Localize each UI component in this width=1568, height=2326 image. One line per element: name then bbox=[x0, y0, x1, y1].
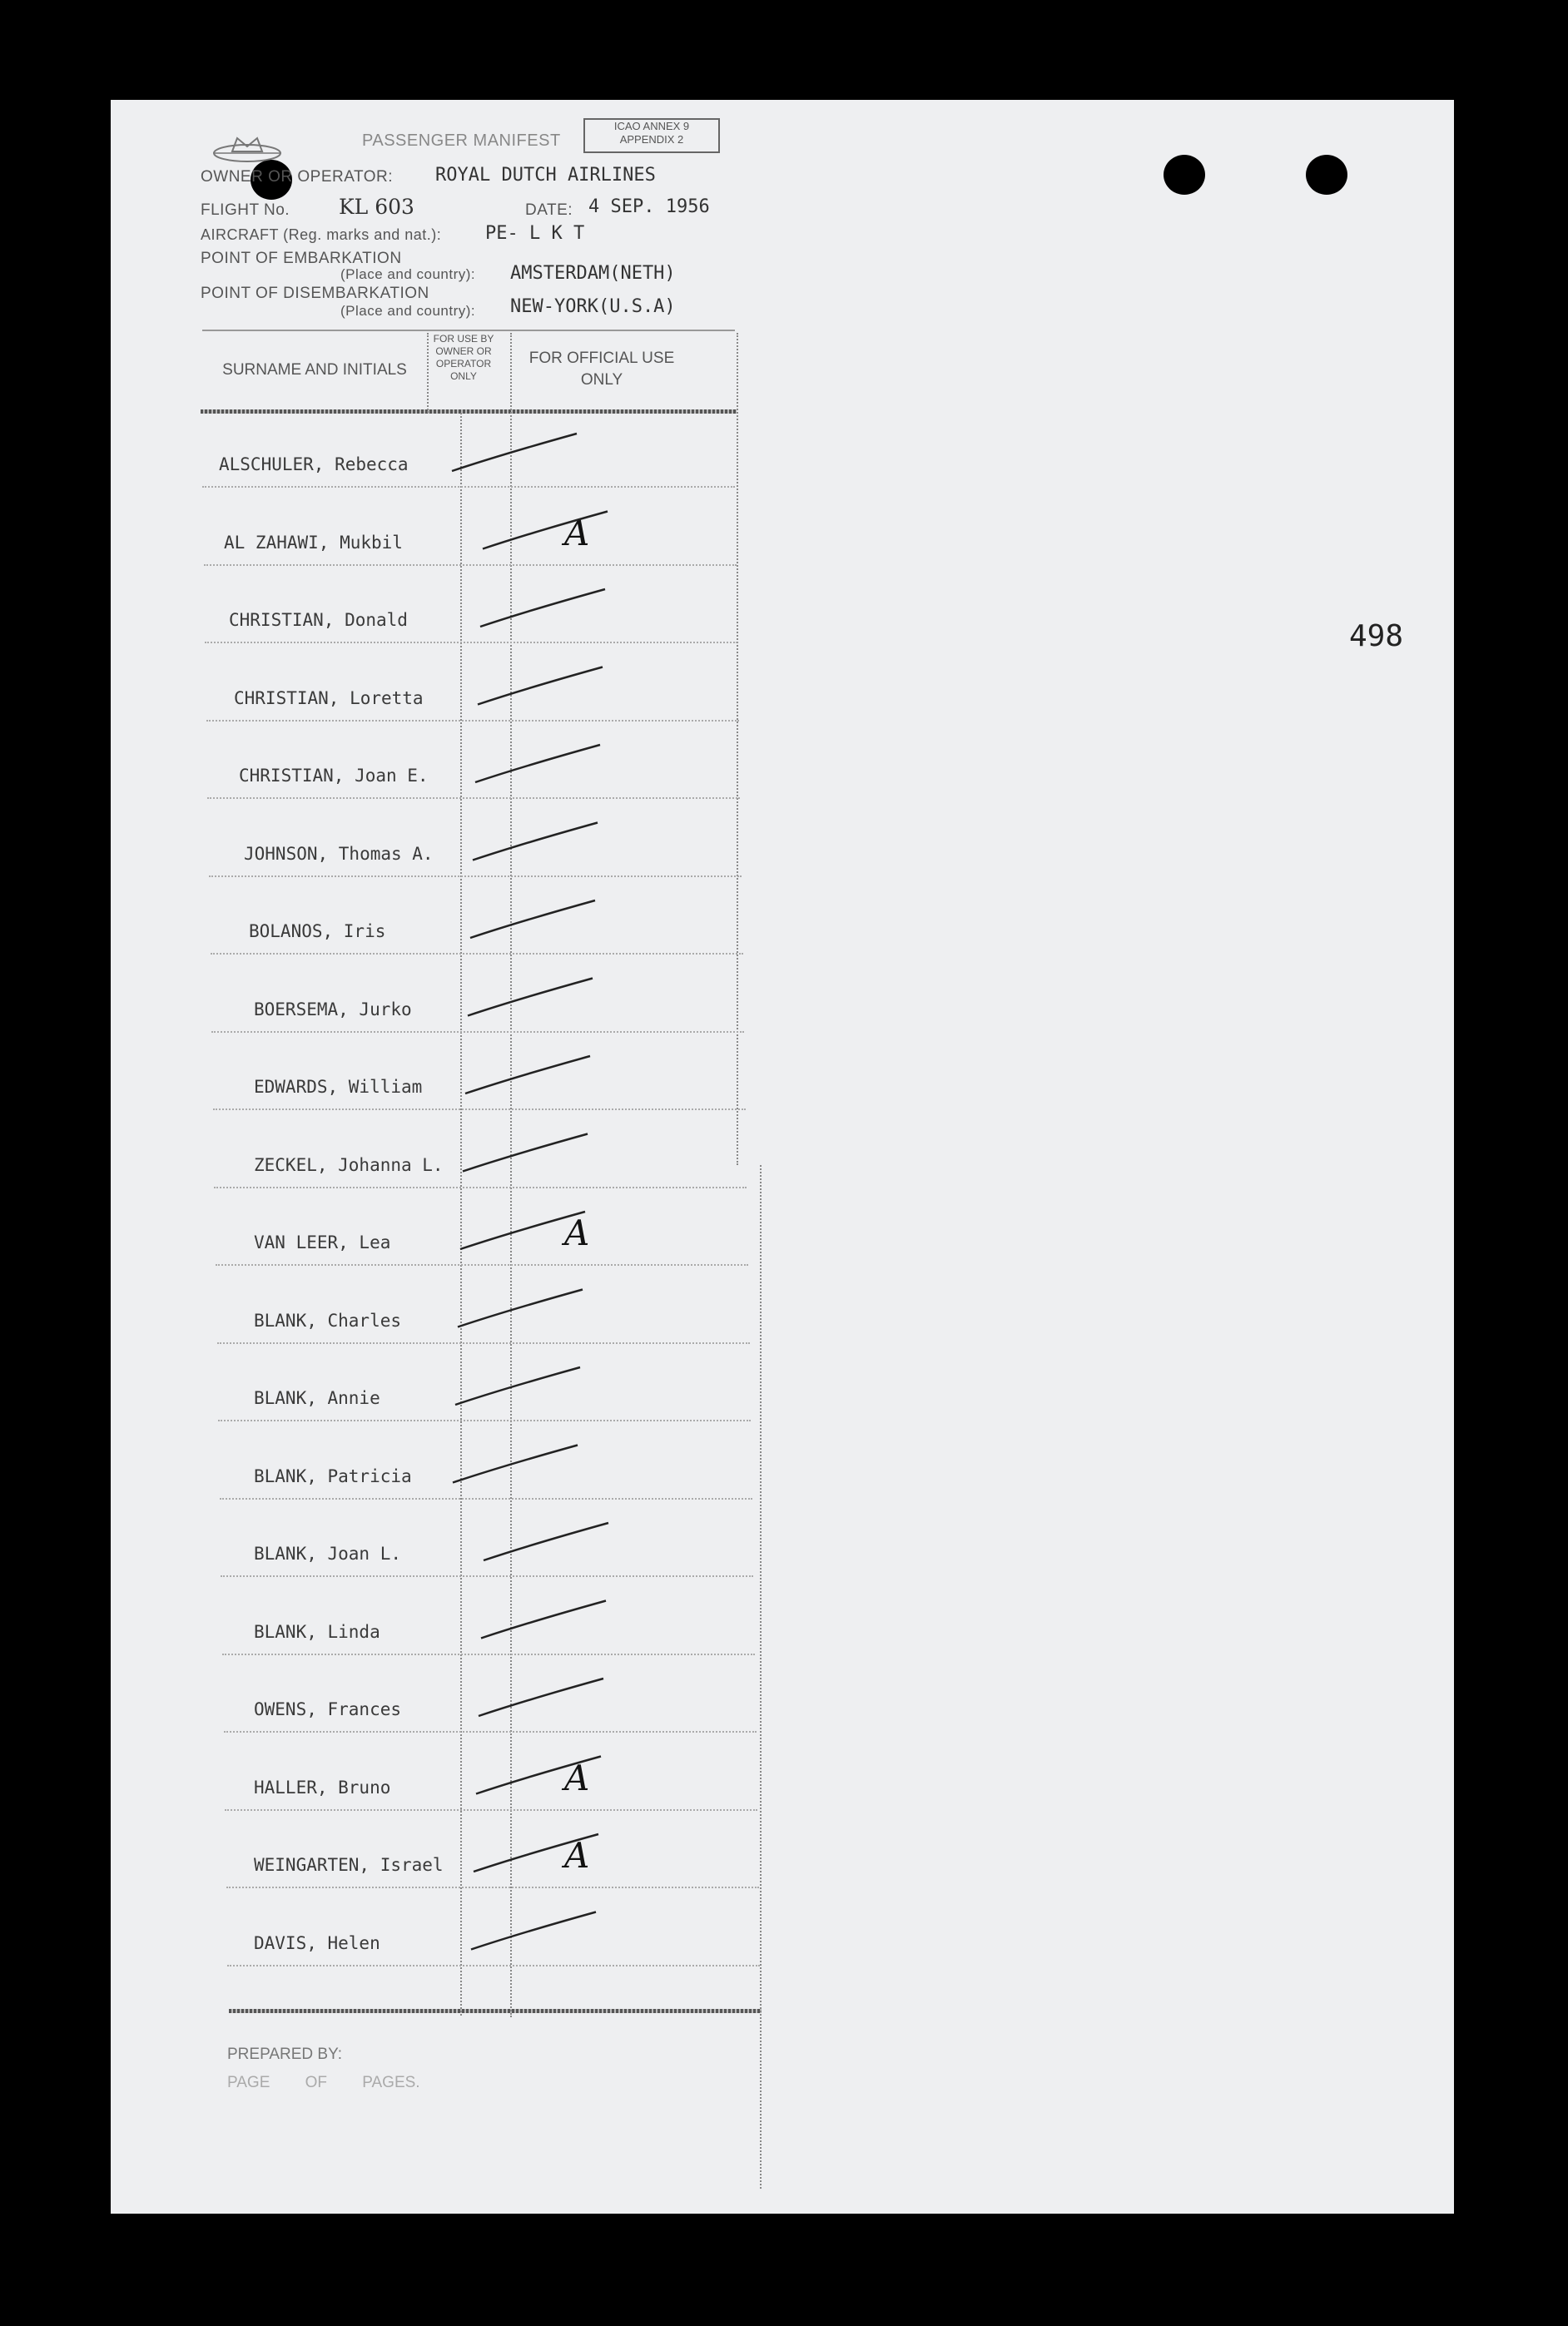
passenger-name: EDWARDS, William bbox=[254, 1077, 423, 1097]
embark-value: AMSTERDAM(NETH) bbox=[510, 263, 676, 284]
official-mark: A bbox=[564, 512, 590, 553]
flight-label: FLIGHT No. bbox=[201, 201, 290, 219]
check-mark bbox=[463, 1134, 588, 1172]
check-mark bbox=[458, 1290, 583, 1327]
passenger-name: ZECKEL, Johanna L. bbox=[254, 1154, 444, 1175]
check-mark bbox=[465, 1056, 590, 1094]
check-mark bbox=[455, 1367, 580, 1405]
official-mark: A bbox=[564, 1757, 590, 1798]
passenger-name: BLANK, Joan L. bbox=[254, 1544, 402, 1564]
check-mark bbox=[468, 979, 593, 1016]
check-mark bbox=[460, 1212, 585, 1249]
check-mark bbox=[452, 434, 577, 471]
appendix-line: APPENDIX 2 bbox=[619, 133, 684, 146]
disembark-sub-label: (Place and country): bbox=[340, 303, 476, 319]
check-mark bbox=[476, 1757, 601, 1794]
passenger-name: JOHNSON, Thomas A. bbox=[244, 843, 434, 864]
annex-line: ICAO ANNEX 9 bbox=[613, 120, 690, 132]
page-of-pages-label: PAGE OF PAGES. bbox=[227, 2074, 420, 2091]
flight-value: KL 603 bbox=[339, 195, 414, 219]
embark-sub-label: (Place and country): bbox=[340, 266, 476, 282]
check-mark bbox=[480, 589, 605, 627]
disembark-value: NEW-YORK(U.S.A) bbox=[510, 296, 676, 317]
manifest-title: PASSENGER MANIFEST bbox=[362, 131, 561, 150]
aircraft-label: AIRCRAFT (Reg. marks and nat.): bbox=[201, 226, 442, 243]
embark-label: POINT OF EMBARKATION bbox=[201, 250, 402, 267]
official-mark: A bbox=[564, 1213, 590, 1253]
check-mark bbox=[479, 1679, 603, 1716]
passenger-name: VAN LEER, Lea bbox=[254, 1232, 391, 1252]
date-value: 4 SEP. 1956 bbox=[588, 196, 710, 217]
disembark-label: POINT OF DISEMBARKATION bbox=[201, 285, 429, 302]
passenger-name: DAVIS, Helen bbox=[254, 1932, 380, 1953]
check-mark bbox=[470, 900, 595, 938]
passenger-name: CHRISTIAN, Joan E. bbox=[239, 766, 429, 786]
passenger-name: BLANK, Patricia bbox=[254, 1466, 412, 1486]
passenger-name: ALSCHULER, Rebecca bbox=[219, 454, 409, 474]
passenger-name: HALLER, Bruno bbox=[254, 1777, 391, 1798]
official-use-column-header: FOR OFFICIAL USE ONLY bbox=[528, 350, 675, 389]
aircraft-value: PE- L K T bbox=[485, 223, 585, 244]
owner-use-column-header: FOR USE BY OWNER OR OPERATOR ONLY bbox=[433, 333, 494, 382]
passenger-name: AL ZAHAWI, Mukbil bbox=[224, 532, 403, 553]
official-mark: A bbox=[564, 1835, 590, 1876]
surname-column-header: SURNAME AND INITIALS bbox=[222, 361, 407, 379]
check-mark bbox=[473, 823, 598, 860]
check-marks bbox=[111, 100, 1454, 2214]
owner-value: ROYAL DUTCH AIRLINES bbox=[435, 165, 656, 186]
check-mark bbox=[484, 1523, 608, 1560]
check-mark bbox=[475, 745, 600, 782]
passenger-name: CHRISTIAN, Donald bbox=[229, 610, 408, 630]
page-number: 498 bbox=[1349, 619, 1404, 653]
passenger-name: BLANK, Charles bbox=[254, 1310, 402, 1331]
passenger-name: BLANK, Linda bbox=[254, 1621, 380, 1642]
passenger-name: OWENS, Frances bbox=[254, 1699, 402, 1719]
check-mark bbox=[478, 667, 603, 705]
passenger-name: BLANK, Annie bbox=[254, 1388, 380, 1408]
date-label: DATE: bbox=[525, 201, 573, 219]
check-mark bbox=[471, 1912, 596, 1950]
manifest-sheet bbox=[111, 100, 1454, 2214]
passenger-name: CHRISTIAN, Loretta bbox=[234, 687, 424, 708]
passenger-name: WEINGARTEN, Israel bbox=[254, 1855, 444, 1875]
check-mark bbox=[453, 1446, 578, 1483]
owner-label: OWNER OR OPERATOR: bbox=[201, 168, 394, 186]
prepared-by-label: PREPARED BY: bbox=[227, 2046, 342, 2063]
check-mark bbox=[481, 1601, 606, 1639]
passenger-name: BOLANOS, Iris bbox=[249, 921, 386, 941]
passenger-name: BOERSEMA, Jurko bbox=[254, 999, 412, 1019]
check-mark bbox=[483, 512, 608, 549]
check-mark bbox=[474, 1834, 598, 1872]
